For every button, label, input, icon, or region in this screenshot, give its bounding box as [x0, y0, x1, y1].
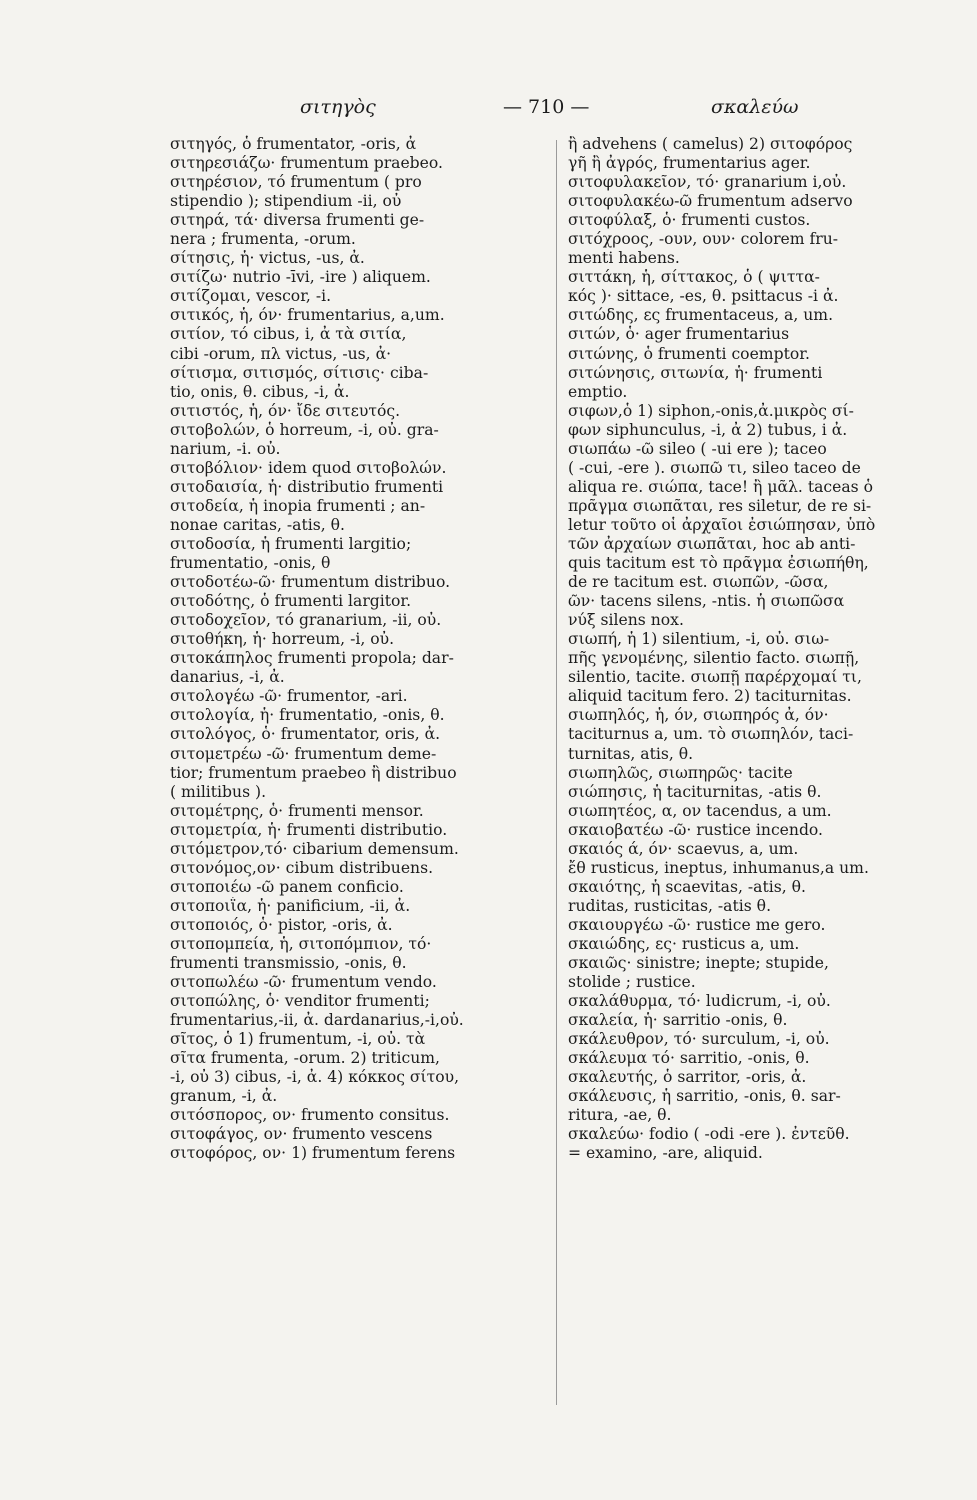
entry-line: σιτίον, τό cibus, i, ἀ τὰ σιτία, [170, 325, 407, 344]
entry-line: taciturnus a, um. τὸ σιωπηλόν, taci- [568, 725, 854, 744]
entry-line: σιτίζομαι, vescor, -i. [170, 287, 332, 306]
entry-line: σιτοποιέω -ῶ panem conficio. [170, 877, 404, 896]
entry-line: silentio, tacite. σιωπῇ παρέρχομαί τι, [568, 668, 862, 687]
entry-line: σιτηρά, τά· diversa frumenti ge- [170, 211, 425, 230]
entry-line: nera ; frumenta, -orum. [170, 230, 356, 249]
entry-line: narium, -i. οὐ. [170, 439, 281, 458]
entry-line: σιτομετρία, ἡ· frumenti distributio. [170, 820, 448, 839]
entry-line: γῆ ἢ ἀγρός, frumentarius ager. [568, 154, 811, 173]
entry-line: stipendio ); stipendium -ii, οὐ [170, 192, 402, 211]
entry-line: σιτολογέω -ῶ· frumentor, -ari. [170, 687, 408, 706]
column-divider [556, 140, 557, 1405]
entry-line: σιτομέτρης, ὁ· frumenti mensor. [170, 801, 424, 820]
entry-line: σκαιοβατέω -ῶ· rustice incendo. [568, 820, 824, 839]
entry-line: -i, οὐ 3) cibus, -i, ἀ. 4) κόκκος σίτου, [170, 1068, 460, 1087]
entry-line: σῖτα frumenta, -orum. 2) triticum, [170, 1049, 440, 1068]
entry-line: σιτηγός, ὁ frumentator, -oris, ἀ [170, 135, 417, 153]
header-left-guideword: σιτηγὸς [300, 96, 376, 118]
entry-line: σιτικός, ἡ, όν· frumentarius, a,um. [170, 306, 445, 325]
entry-line: aliquid tacitum fero. 2) taciturnitas. [568, 687, 852, 706]
entry-line: granum, -i, ἀ. [170, 1087, 278, 1106]
header-right-guideword: σκαλεύω [711, 96, 799, 118]
entry-line: σιωπητέος, α, ον tacendus, a um. [568, 801, 832, 820]
entry-line: danarius, -i, ἀ. [170, 668, 285, 687]
entry-line: ( -cui, -ere ). σιωπῶ τι, sileo taceo de [568, 458, 861, 477]
entry-line: σιτολογία, ἡ· frumentatio, -onis, θ. [170, 706, 445, 725]
entry-line: σίτησις, ἡ· victus, -us, ἀ. [170, 249, 365, 268]
entry-line: σιτοφυλακεῖον, τό· granarium i,οὐ. [568, 173, 847, 192]
entry-line: turnitas, atis, θ. [568, 744, 694, 763]
entry-line: σιωπάω -ῶ sileo ( -ui ere ); taceo [568, 439, 827, 458]
entry-line: stolide ; rustice. [568, 973, 696, 992]
entry-line: τῶν ἀρχαίων σιωπᾶται, hoc ab anti- [568, 534, 856, 553]
entry-line: σιφων,ὁ 1) siphon,-onis,ἀ.μικρὸς σί- [568, 401, 854, 420]
entry-line: φων siphunculus, -i, ἀ 2) tubus, i ἀ. [568, 420, 848, 439]
entry-line: menti habens. [568, 249, 680, 268]
entry-line: tior; frumentum praebeo ἢ distribuo [170, 763, 457, 782]
entry-line: tio, onis, θ. cibus, -i, ἀ. [170, 382, 350, 401]
entry-line: νύξ silens nox. [568, 611, 684, 630]
entry-line: σιτίζω· nutrio -īvi, -ire ) aliquem. [170, 268, 431, 287]
entry-line: σιτοθήκη, ἡ· horreum, -i, οὐ. [170, 630, 395, 649]
entry-line: σιωπή, ἡ 1) silentium, -i, οὐ. σιω- [568, 630, 830, 649]
entry-line: σιώπησις, ἡ taciturnitas, -atis θ. [568, 782, 822, 801]
entry-line: σιτοπομπεία, ἡ, σιτοπόμπιον, τό· [170, 934, 432, 953]
entry-line: σκαιῶς· sinistre; inepte; stupide, [568, 954, 829, 973]
entry-line: σιτοδοχεῖον, τό granarium, -ii, οὐ. [170, 611, 442, 630]
entry-line: σιτόσπορος, ον· frumento consitus. [170, 1106, 450, 1125]
entry-line: σιτοβόλιον· idem quod σιτοβολών. [170, 458, 447, 477]
entry-line: σιτοφύλαξ, ὁ· frumenti custos. [568, 211, 811, 230]
entry-line: κός )· sittace, -es, θ. psittacus -i ἀ. [568, 287, 839, 306]
entry-line: ruditas, rusticitas, -atis θ. [568, 896, 772, 915]
entry-line: σιτοβολών, ὁ horreum, -i, οὐ. gra- [170, 420, 439, 439]
entry-line: σιτώνης, ὁ frumenti coemptor. [568, 344, 810, 363]
entry-line: σιτοδεία, ἡ inopia frumenti ; an- [170, 496, 426, 515]
entry-line: quis tacitum est τὸ πρᾶγμα ἐσιωπήθη, [568, 554, 869, 573]
entry-line: frumentarius,-ii, ἀ. dardanarius,-i,οὐ. [170, 1011, 464, 1030]
entry-line: cibi -orum, πλ victus, -us, ἀ· [170, 344, 392, 363]
entry-line: σιτοφάγος, ον· frumento vescens [170, 1125, 433, 1144]
entry-line: ἔθ rusticus, ineptus, inhumanus,a um. [568, 858, 869, 877]
entry-line: σιτώδης, ες frumentaceus, a, um. [568, 306, 834, 325]
entry-line: σκαλεία, ἡ· sarritio -onis, θ. [568, 1011, 788, 1030]
entry-line: σιτοποιΐα, ἡ· panificium, -ii, ἀ. [170, 896, 411, 915]
entry-line: σκαιός ά, όν· scaevus, a, um. [568, 839, 799, 858]
entry-line: letur τοῦτο οἱ ἀρχαῖοι ἐσιώπησαν, ὑπὸ [568, 515, 876, 534]
entry-line: σκαλάθυρμα, τό· ludicrum, -i, οὐ. [568, 992, 831, 1011]
entry-line: ( militibus ). [170, 782, 267, 801]
entry-line: ritura, -ae, θ. [568, 1106, 672, 1125]
entry-line: σιτοδοσία, ἡ frumenti largitio; [170, 534, 412, 553]
entry-line: σιτιστός, ἡ, όν· ἴδε σιτευτός. [170, 401, 401, 420]
entry-line: πῆς γενομένης, silentio facto. σιωπῇ, [568, 649, 860, 668]
entry-line: σιτοφυλακέω-ῶ frumentum adservo [568, 192, 853, 211]
right-column [568, 135, 942, 1164]
entry-line: σιτοπωλέω -ῶ· frumentum vendo. [170, 973, 437, 992]
entry-line: σιτόχροος, -ουν, ουν· colorem fru- [568, 230, 839, 249]
entry-line: σιτοδαισία, ἡ· distributio frumenti [170, 477, 444, 496]
entry-line: σιτοποιός, ὁ· pistor, -oris, ἀ. [170, 915, 393, 934]
entry-line: σιτοδότης, ὁ frumenti largitor. [170, 592, 412, 611]
entry-line: σκαιότης, ἡ scaevitas, -atis, θ. [568, 877, 806, 896]
entry-line: frumenti transmissio, -onis, θ. [170, 954, 407, 973]
entry-line: σίτισμα, σιτισμός, σίτισις· ciba- [170, 363, 429, 382]
entry-line: σιτώνησις, σιτωνία, ἡ· frumenti [568, 363, 823, 382]
page-number: — 710 — [503, 96, 590, 118]
entry-line: ῶν· tacens silens, -ntis. ἡ σιωπῶσα [568, 592, 845, 611]
entry-line: σιτοπώλης, ὁ· venditor frumenti; [170, 992, 430, 1011]
left-column [170, 135, 548, 1164]
entry-line: πρᾶγμα σιωπᾶται, res siletur, de re si- [568, 496, 872, 515]
entry-line: σιτοφόρος, ον· 1) frumentum ferens [170, 1144, 456, 1163]
entry-line: σκαλεύω· fodio ( -odi -ere ). ἐντεῦθ. [568, 1125, 850, 1144]
entry-line: = examino, -are, aliquid. [568, 1144, 763, 1163]
entry-line: σιτοκάπηλος frumenti propola; dar- [170, 649, 454, 668]
entry-line: σκάλευθρον, τό· surculum, -i, οὐ. [568, 1030, 830, 1049]
entry-line: σιττάκη, ἡ, σίττακος, ὁ ( ψιττα- [568, 268, 820, 287]
entry-line: σιτών, ὁ· ager frumentarius [568, 325, 790, 344]
entry-line: aliqua re. σιώπα, tace! ἢ μᾶλ. taceas ὁ [568, 477, 873, 496]
entry-line: σιτόμετρον,τό· cibarium demensum. [170, 839, 459, 858]
entry-line: de re tacitum est. σιωπῶν, -ῶσα, [568, 573, 829, 592]
page-header [0, 96, 977, 126]
entry-line: σιτονόμος,ον· cibum distribuens. [170, 858, 434, 877]
entry-line: σκαιώδης, ες· rusticus a, um. [568, 934, 800, 953]
entry-line: frumentatio, -onis, θ [170, 554, 331, 573]
entry-line: σκαιουργέω -ῶ· rustice me gero. [568, 915, 826, 934]
entry-line: σῖτος, ὁ 1) frumentum, -i, οὐ. τὰ [170, 1030, 426, 1049]
entry-line: σιτομετρέω -ῶ· frumentum deme- [170, 744, 437, 763]
entry-line: σιτοδοτέω-ῶ· frumentum distribuo. [170, 573, 451, 592]
entry-line: ἢ advehens ( camelus) 2) σιτοφόρος [568, 135, 853, 153]
entry-line: σιτολόγος, ὁ· frumentator, oris, ἀ. [170, 725, 441, 744]
entry-line: σιτηρεσιάζω· frumentum praebeo. [170, 154, 443, 173]
entry-line: emptio. [568, 382, 628, 401]
entry-line: σιωπηλός, ἡ, όν, σιωπηρός ἀ, όν· [568, 706, 829, 725]
entry-line: nonae caritas, -atis, θ. [170, 515, 345, 534]
entry-line: σκάλευμα τό· sarritio, -onis, θ. [568, 1049, 810, 1068]
entry-line: σκαλευτής, ὁ sarritor, -oris, ἀ. [568, 1068, 807, 1087]
entry-line: σιωπηλῶς, σιωπηρῶς· tacite [568, 763, 793, 782]
entry-line: σιτηρέσιον, τό frumentum ( pro [170, 173, 422, 192]
entry-line: σκάλευσις, ἡ sarritio, -onis, θ. sar- [568, 1087, 841, 1106]
